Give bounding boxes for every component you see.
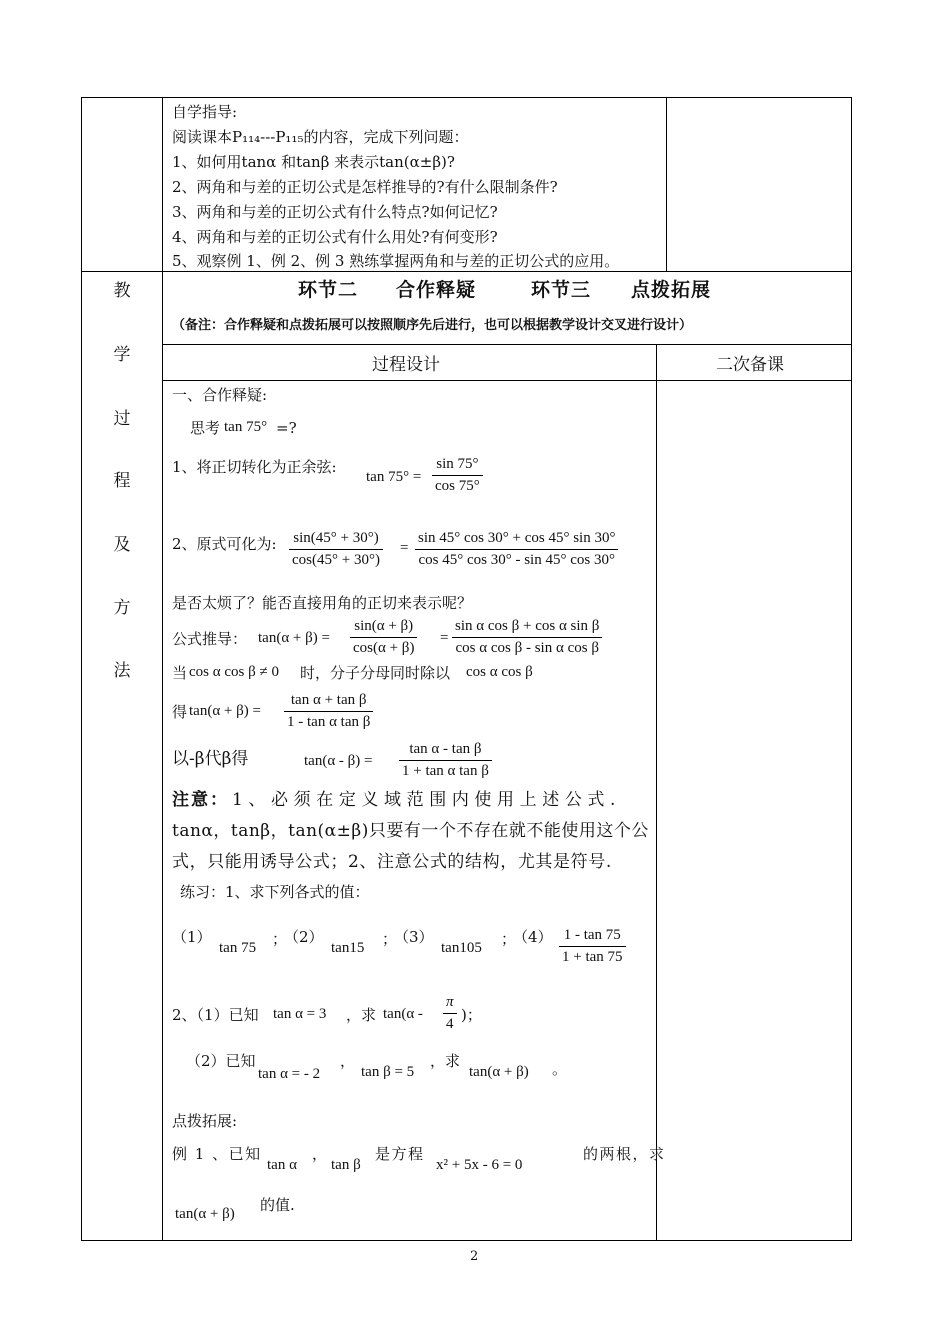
condition-text-a: 当: [172, 664, 188, 682]
table-border-bottom: [81, 1240, 852, 1241]
section-title-part: 环节三: [531, 279, 592, 301]
condition-text-b: 时，分子分母同时除以: [300, 664, 451, 682]
q2b-expression-3: tan(α + β): [469, 1064, 529, 1080]
ex-separator: ；: [382, 930, 398, 948]
q2a-end: )；: [461, 1006, 482, 1024]
ex-label: （4）: [513, 928, 553, 946]
section-note: （备注：合作释疑和点拨拓展可以按照顺序先后进行，也可以根据教学设计交叉进行设计）: [172, 318, 693, 333]
example1-text-b: 是方程: [375, 1145, 425, 1163]
denominator: cos(α + β): [353, 640, 415, 656]
comma: ，: [340, 1052, 356, 1070]
column-divider-1: [162, 97, 163, 1241]
section-title-part: 点拨拓展: [631, 279, 712, 301]
ex-expression: tan15: [331, 940, 365, 956]
side-char: 学: [113, 345, 131, 365]
q2a-expression: tan α = 3: [273, 1006, 327, 1022]
denominator: 1 + tan α tan β: [402, 763, 489, 779]
guide-line: 4、两角和与差的正切公式有什么用处?有何变形?: [172, 228, 498, 246]
ex-expression: tan105: [441, 940, 482, 956]
numerator: π: [443, 994, 457, 1014]
note-line: 式，只能用诱导公式；2、注意公式的结构，尤其是符号.: [172, 852, 612, 872]
sub-lhs: tan(α - β) =: [304, 753, 373, 769]
think-question: =?: [276, 419, 297, 437]
think-expression: tan 75°: [224, 419, 268, 435]
process-design-header: 过程设计: [372, 355, 440, 375]
ex-label: （3）: [394, 928, 434, 946]
derive-lhs: tan(α + β) =: [258, 630, 330, 646]
equals-sign: =: [400, 540, 409, 556]
ex-label: （2）: [284, 928, 324, 946]
example1-equation: x² + 5x - 6 = 0: [436, 1157, 523, 1173]
guide-line: 1、如何用tanα 和tanβ 来表示tan(α±β)?: [172, 153, 455, 171]
guide-line: 5、观察例 1、例 2、例 3 熟练掌握两角和与差的正切公式的应用。: [172, 252, 620, 270]
guide-line: 3、两角和与差的正切公式有什么特点?如何记忆?: [172, 203, 498, 221]
side-char: 方: [113, 598, 131, 618]
pi-over-4: [443, 994, 457, 1033]
numerator: 1 - tan 75: [559, 927, 626, 947]
numerator: tan α + tan β: [284, 692, 373, 712]
denominator: 1 - tan α tan β: [287, 714, 371, 730]
question-text: 是否太烦了？能否直接用角的正切来表示呢？: [172, 594, 473, 612]
derive-fraction-2: [452, 618, 602, 657]
guide-line: 2、两角和与差的正切公式是怎样推导的?有什么限制条件?: [172, 178, 558, 196]
column-divider-right: [656, 344, 657, 1241]
side-char: 及: [113, 535, 131, 555]
step2-fraction-2: [415, 530, 618, 569]
q2b-text: （2）已知: [186, 1052, 256, 1070]
section-title-part: 环节二: [298, 279, 359, 301]
note-line: 1、必须在定义域范围内使用上述公式.: [232, 790, 622, 810]
example1-text-a: 例 1 、已知: [172, 1145, 262, 1163]
equals-sign: =: [440, 630, 449, 646]
get-lhs: tan(α + β) =: [189, 703, 261, 719]
cooperative-heading: 一、合作释疑:: [172, 386, 268, 404]
tan-sum-formula: [284, 692, 373, 731]
q2b-expression-2: tan β = 5: [361, 1064, 415, 1080]
q2a-mid: ，求: [346, 1006, 377, 1024]
condition-expression-2: cos α cos β: [466, 664, 533, 680]
denominator: cos α cos β - sin α cos β: [455, 640, 599, 656]
guide-line: 自学指导:: [172, 103, 238, 121]
header-row-bottom: [162, 380, 852, 381]
section-title-part: 合作释疑: [396, 279, 477, 301]
side-char: 程: [113, 471, 131, 491]
ex-separator: ；: [272, 930, 288, 948]
side-char: 法: [113, 661, 131, 681]
example1-expression-3: tan(α + β): [175, 1206, 235, 1222]
ex-fraction: [559, 927, 626, 966]
derive-label: 公式推导：: [172, 630, 248, 648]
header-row-top: [162, 344, 852, 345]
tan-diff-formula: [399, 741, 492, 780]
denominator: 4: [446, 1016, 454, 1032]
q2b-expression-1: tan α = - 2: [258, 1066, 321, 1082]
numerator: sin(α + β): [350, 618, 417, 638]
get-label: 得: [172, 703, 188, 721]
comma: ，: [312, 1145, 328, 1163]
think-label: 思考: [190, 419, 221, 437]
guide-line: 阅读课本P₁₁₄---P₁₁₅的内容，完成下列问题：: [172, 128, 469, 146]
table-border-top: [81, 97, 852, 98]
row-divider: [81, 271, 852, 272]
ex-expression: tan 75: [219, 940, 257, 956]
step1-fraction: [432, 456, 483, 495]
example1-expression-1: tan α: [267, 1157, 297, 1173]
side-char: 教: [113, 281, 131, 301]
side-char: 过: [113, 409, 131, 429]
numerator: sin α cos β + cos α sin β: [452, 618, 602, 638]
table-border-left: [81, 97, 82, 1241]
example1-text-d: 的值.: [260, 1196, 295, 1214]
example1-text-c: 的两根，求: [583, 1145, 666, 1163]
step1-lhs: tan 75° =: [366, 469, 422, 485]
table-border-right: [851, 97, 852, 1241]
step1-text: 1、将正切转化为正余弦:: [172, 458, 337, 476]
column-divider-top-right: [666, 97, 667, 272]
condition-expression: cos α cos β ≠ 0: [189, 664, 279, 680]
numerator: sin 75°: [432, 456, 483, 476]
q2a-text: 2、（1）已知: [172, 1006, 259, 1024]
denominator: cos 75°: [435, 478, 480, 494]
note-line: tanα，tanβ，tan(α±β)只要有一个不存在就不能使用这个公: [172, 821, 649, 841]
page-number: 2: [470, 1249, 479, 1264]
second-prep-header: 二次备课: [716, 355, 784, 375]
q2a-expression-2: tan(α -: [383, 1006, 423, 1022]
practice-heading: 练习：1、求下列各式的值：: [180, 883, 370, 901]
derive-fraction-1: [350, 618, 417, 657]
denominator: 1 + tan 75: [562, 949, 623, 965]
denominator: cos(45° + 30°): [292, 552, 380, 568]
denominator: cos 45° cos 30° - sin 45° cos 30°: [418, 552, 615, 568]
numerator: sin 45° cos 30° + cos 45° sin 30°: [415, 530, 618, 550]
step2-fraction-1: [289, 530, 383, 569]
step2-text: 2、原式可化为:: [172, 535, 277, 553]
q2b-mid: ，求: [430, 1052, 461, 1070]
ex-separator: ；: [501, 930, 517, 948]
numerator: sin(45° + 30°): [289, 530, 383, 550]
substitute-text: 以-β代β得: [172, 749, 249, 769]
ex-label: （1）: [172, 928, 212, 946]
numerator: tan α - tan β: [399, 741, 492, 761]
q2b-end: 。: [552, 1060, 568, 1078]
note-title: 注意：: [172, 790, 229, 810]
extension-heading: 点拨拓展:: [172, 1112, 238, 1130]
example1-expression-2: tan β: [331, 1157, 361, 1173]
